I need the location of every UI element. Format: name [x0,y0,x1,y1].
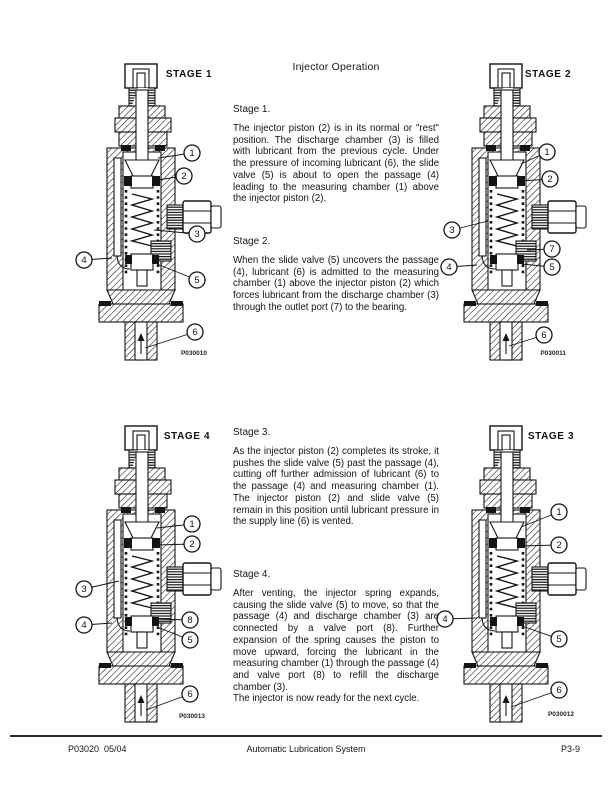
stage-2-figure [420,58,605,363]
svg-text:8: 8 [187,615,193,627]
svg-text:5: 5 [187,635,193,647]
footer-page-number: P3-9 [560,744,580,754]
callout-5 [182,632,198,648]
svg-text:6: 6 [192,327,198,339]
svg-text:1: 1 [544,147,550,159]
callout-3 [189,226,205,242]
svg-text:2: 2 [547,174,553,186]
callout-3 [76,581,92,597]
svg-text:3: 3 [194,229,200,241]
callout-5 [551,631,567,647]
svg-text:1: 1 [189,519,195,531]
callout-1 [184,516,200,532]
stage-3-text: As the injector piston (2) completes its stroke, it pushes the slide valve (5) past the passage (4), cutting off further admission of lubricant (6) to the passage (4) and measuring chamber (1). The injector piston (2) and slide valve (5) remain in this position until lubricant pressure in the supply line (6) is vented. [233,446,439,528]
callout-4 [76,252,92,268]
part-number: P030010 [180,350,207,357]
callout-6 [551,682,567,698]
callout-6 [187,324,203,340]
svg-text:2: 2 [556,540,562,552]
svg-text:7: 7 [549,244,555,256]
callout-8 [182,612,198,628]
callout-6 [182,686,198,702]
svg-text:6: 6 [541,330,547,342]
stage-3-heading: Stage 3. [233,427,271,438]
svg-text:5: 5 [549,262,555,274]
stage-label: STAGE 4 [163,431,211,442]
svg-text:1: 1 [189,148,195,160]
part-number: P030011 [540,350,566,357]
stage-4-diagram [55,420,240,725]
stage-4-figure [55,420,240,725]
svg-text:4: 4 [442,614,448,626]
svg-text:5: 5 [556,634,562,646]
stage-4-note: The injector is now ready for the next cycle. [233,693,420,705]
footer-doc-number: P03020 05/04 [68,744,127,754]
svg-text:4: 4 [81,255,87,267]
stage-label: STAGE 2 [524,69,572,80]
callout-4 [441,259,457,275]
callout-6 [536,327,552,343]
stage-2-heading: Stage 2. [233,236,271,247]
page-title: Injector Operation [292,61,380,73]
callout-2 [176,168,192,184]
callout-2 [551,537,567,553]
stage-1-heading: Stage 1. [233,104,271,115]
stage-label: STAGE 1 [165,69,213,80]
svg-text:3: 3 [449,225,455,237]
stage-4-text [233,588,439,705]
svg-text:3: 3 [81,584,87,596]
part-number: P030012 [547,711,574,718]
part-number: P030013 [178,713,205,720]
svg-text:4: 4 [81,620,87,632]
stage-1-text: The injector piston (2) is in its normal or "rest" position. The discharge chamber (3) is filled with lubricant from the previous cycle. Under the pressure of incoming lubricant (6), the slide valve (5) is about to open the passage (4) leading to the measuring chamber (1) above the injector piston (2). [233,123,439,205]
stage-2-diagram [420,58,605,363]
callout-2 [184,536,200,552]
stage-1-figure [55,58,240,363]
stage-2-text: When the slide valve (5) uncovers the passage (4), lubricant (6) is admitted to the measuring chamber (1) above the injector piston (2) which forces lubricant from the discharge chamber (3) through the outlet port (7) to the bearing. [233,255,439,313]
stage-3-figure [420,420,605,725]
callout-1 [184,145,200,161]
callout-4 [437,611,453,627]
footer-section-title: Automatic Lubrication System [246,744,366,754]
svg-text:6: 6 [556,685,562,697]
stage-1-diagram [55,58,240,363]
stage-3-diagram [420,420,605,725]
stage-4-heading: Stage 4. [233,569,271,580]
callout-7 [544,241,560,257]
callout-4 [76,617,92,633]
callout-5 [544,259,560,275]
svg-text:4: 4 [446,262,452,274]
svg-text:2: 2 [189,539,195,551]
svg-text:6: 6 [187,689,193,701]
svg-text:1: 1 [556,507,562,519]
footer-rule [10,735,602,737]
stage-4-paragraph: After venting, the injector spring expands, causing the slide valve (5) to move, so that the passage (4) and discharge chamber (3) are connected by a valve port (8). Further expansion of the spring causes the piston to move upward, forcing the lubricant in the measuring chamber (1) through the passage (4) and valve port (8) to refill the discharge chamber (3). [233,588,439,693]
callout-3 [444,222,460,238]
callout-1 [539,144,555,160]
svg-text:2: 2 [181,171,187,183]
svg-text:5: 5 [194,275,200,287]
stage-label: STAGE 3 [527,431,575,442]
callout-5 [189,272,205,288]
callout-2 [542,171,558,187]
callout-1 [551,504,567,520]
